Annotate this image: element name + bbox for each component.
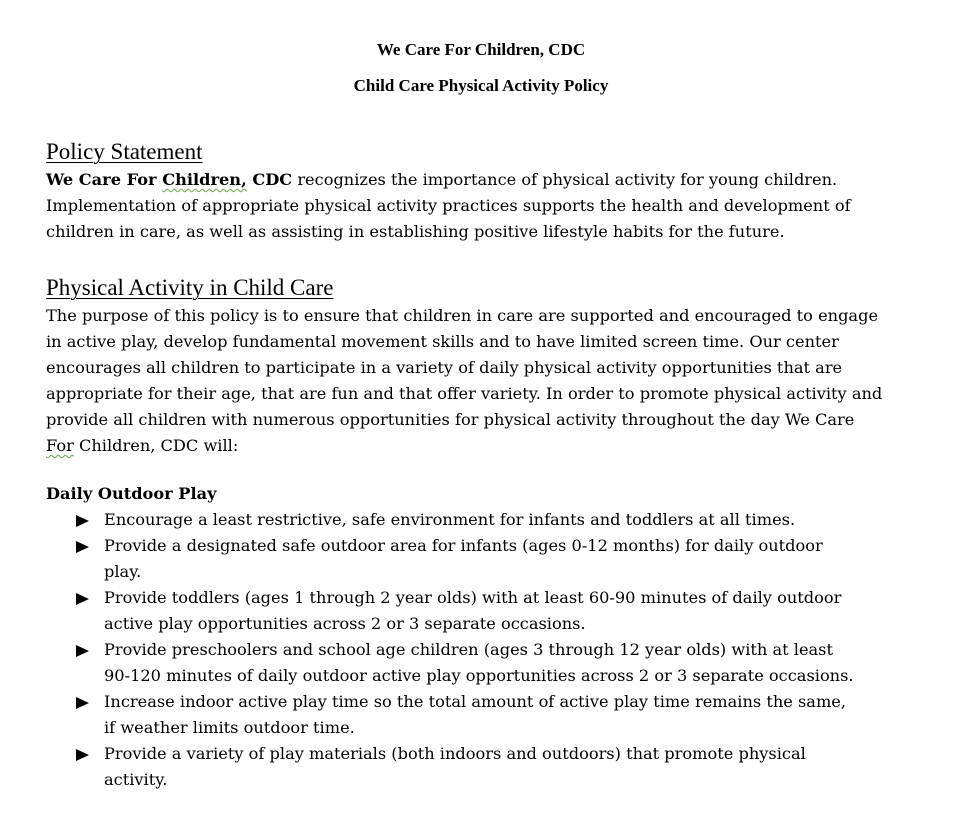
policy-statement-line-1-rest: recognizes the importance of physical activity for young children. — [292, 170, 838, 189]
arrow-bullet-icon — [76, 749, 89, 761]
physical-activity-line-2: in active play, develop fundamental movement skills and to have limited screen time. Our center — [46, 332, 839, 351]
arrow-bullet-icon — [76, 645, 89, 657]
org-name-spellcheck-word: Children, — [162, 170, 247, 189]
list-item-line-2: activity. — [104, 770, 168, 789]
arrow-bullet-icon — [76, 697, 89, 709]
physical-activity-line-6 — [46, 433, 926, 459]
list-item — [0, 585, 962, 637]
physical-activity-line-4: appropriate for their age, that are fun and that offer variety. In order to promote physical activity and — [46, 384, 883, 403]
arrow-bullet-icon — [76, 593, 89, 605]
physical-activity-line-5: provide all children with numerous opportunities for physical activity throughout the day We Care — [46, 410, 855, 429]
list-item-line-2: play. — [104, 562, 142, 581]
list-item — [0, 689, 962, 741]
list-item-line-1: Encourage a least restrictive, safe environment for infants and toddlers at all times. — [104, 510, 796, 529]
org-name-prefix: We Care For — [46, 170, 163, 189]
list-item-line-1: Provide a variety of play materials (both indoors and outdoors) that promote physical — [104, 744, 806, 763]
arrow-bullet-icon — [76, 541, 89, 553]
document-title-line2: Child Care Physical Activity Policy — [353, 76, 609, 95]
list-item — [0, 507, 962, 533]
list-item — [0, 741, 962, 793]
document-title-line1: We Care For Children, CDC — [376, 40, 586, 59]
list-item-line-1: Increase indoor active play time so the total amount of active play time remains the same, — [104, 692, 847, 711]
list-item-line-2: if weather limits outdoor time. — [104, 718, 355, 737]
org-name-bold — [46, 170, 292, 189]
spellcheck-word-for: For — [46, 436, 74, 455]
physical-activity-paragraph — [46, 303, 926, 459]
list-item-line-1: Provide a designated safe outdoor area for infants (ages 0-12 months) for daily outdoor — [104, 536, 823, 555]
physical-activity-line-6-rest: Children, CDC will: — [73, 436, 239, 455]
arrow-bullet-icon — [76, 515, 89, 527]
policy-statement-heading: Policy Statement — [46, 139, 203, 164]
list-item — [0, 533, 962, 585]
list-item-line-1: Provide toddlers (ages 1 through 2 year olds) with at least 60-90 minutes of daily outdoor — [104, 588, 842, 607]
list-item-line-2: active play opportunities across 2 or 3 separate occasions. — [104, 614, 586, 633]
org-name-suffix: CDC — [246, 170, 293, 189]
physical-activity-line-1: The purpose of this policy is to ensure that children in care are supported and encouraged to engage — [46, 306, 879, 325]
physical-activity-line-3: encourages all children to participate in a variety of daily physical activity opportunities that are — [46, 358, 843, 377]
physical-activity-heading: Physical Activity in Child Care — [46, 275, 334, 300]
policy-statement-paragraph — [46, 167, 926, 245]
list-item-line-1: Provide preschoolers and school age children (ages 3 through 12 year olds) with at least — [104, 640, 833, 659]
list-item-line-2: 90-120 minutes of daily outdoor active play opportunities across 2 or 3 separate occasions. — [104, 666, 854, 685]
list-item — [0, 637, 962, 689]
policy-statement-line-2: Implementation of appropriate physical activity practices supports the health and development of — [46, 196, 851, 215]
daily-outdoor-play-heading: Daily Outdoor Play — [46, 484, 217, 503]
policy-statement-line-3: children in care, as well as assisting in establishing positive lifestyle habits for the future. — [46, 222, 785, 241]
daily-outdoor-play-list — [0, 507, 962, 793]
policy-statement-line-1 — [46, 167, 926, 193]
